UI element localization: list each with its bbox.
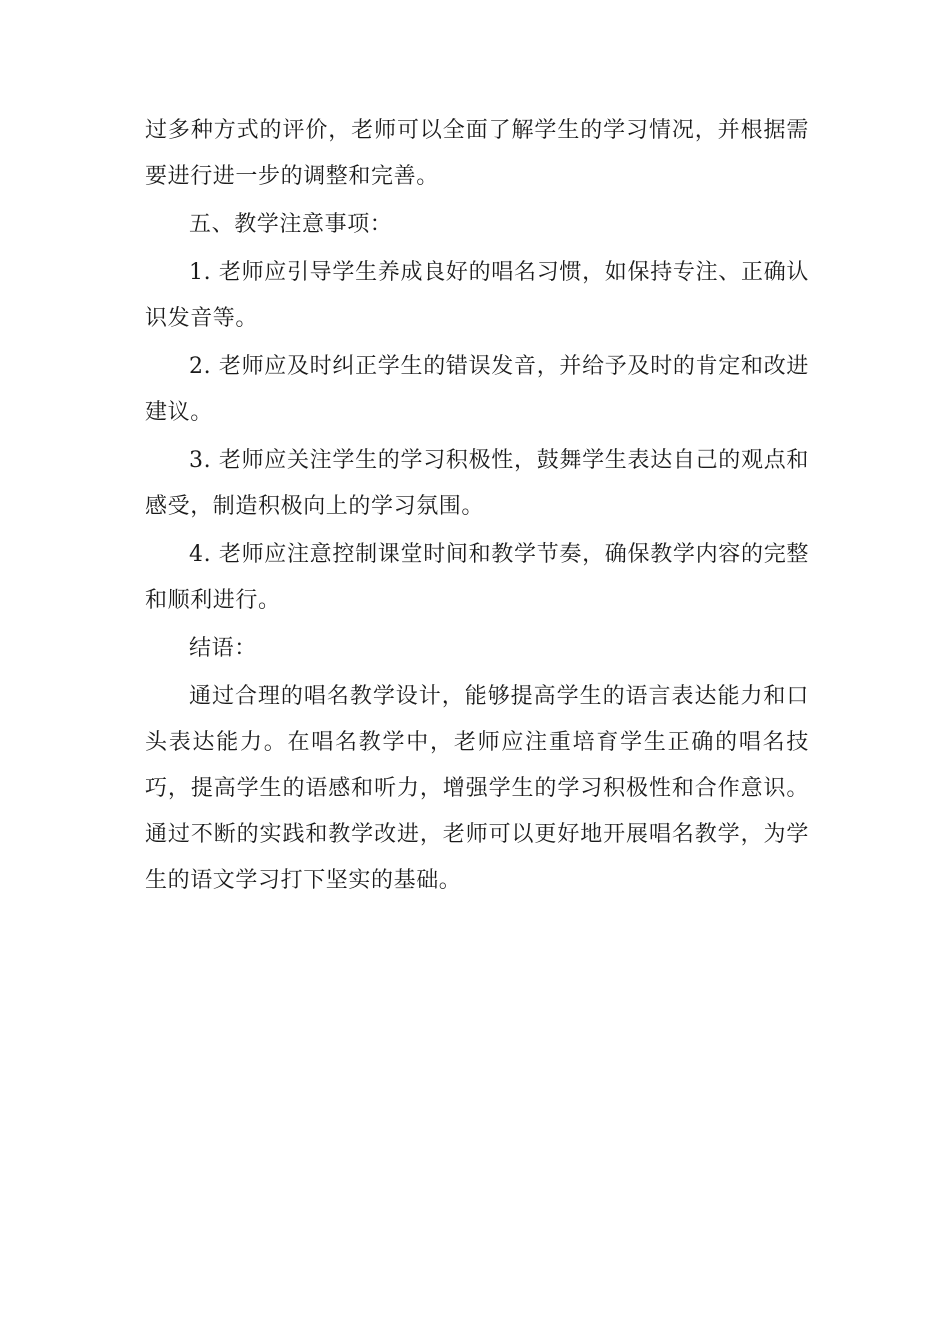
conclusion-paragraph: 通过合理的唱名教学设计，能够提高学生的语言表达能力和口头表达能力。在唱名教学中，老师应注重培育学生正确的唱名技巧，提高学生的语感和听力，增强学生的学习积极性和合作意识。通过不断的实践和教学改进，老师可以更好地开展唱名教学，为学生的语文学习打下坚实的基础。 (145, 684, 809, 893)
note-item-1: 1. 老师应引导学生养成良好的唱名习惯，如保持专注、正确认识发音等。 (145, 260, 809, 331)
note-item-2: 2. 老师应及时纠正学生的错误发音，并给予及时的肯定和改进建议。 (145, 354, 809, 425)
note-item-4: 4. 老师应注意控制课堂时间和教学节奏，确保教学内容的完整和顺利进行。 (145, 542, 809, 613)
conclusion-heading: 结语： (189, 636, 257, 661)
note-item-3: 3. 老师应关注学生的学习积极性，鼓舞学生表达自己的观点和感受，制造积极向上的学习氛围。 (145, 448, 809, 519)
document-body (145, 108, 809, 906)
section-heading-notes: 五、教学注意事项： (189, 212, 393, 237)
paragraph-continuation: 过多种方式的评价，老师可以全面了解学生的学习情况，并根据需要进行进一步的调整和完善。 (145, 118, 809, 189)
